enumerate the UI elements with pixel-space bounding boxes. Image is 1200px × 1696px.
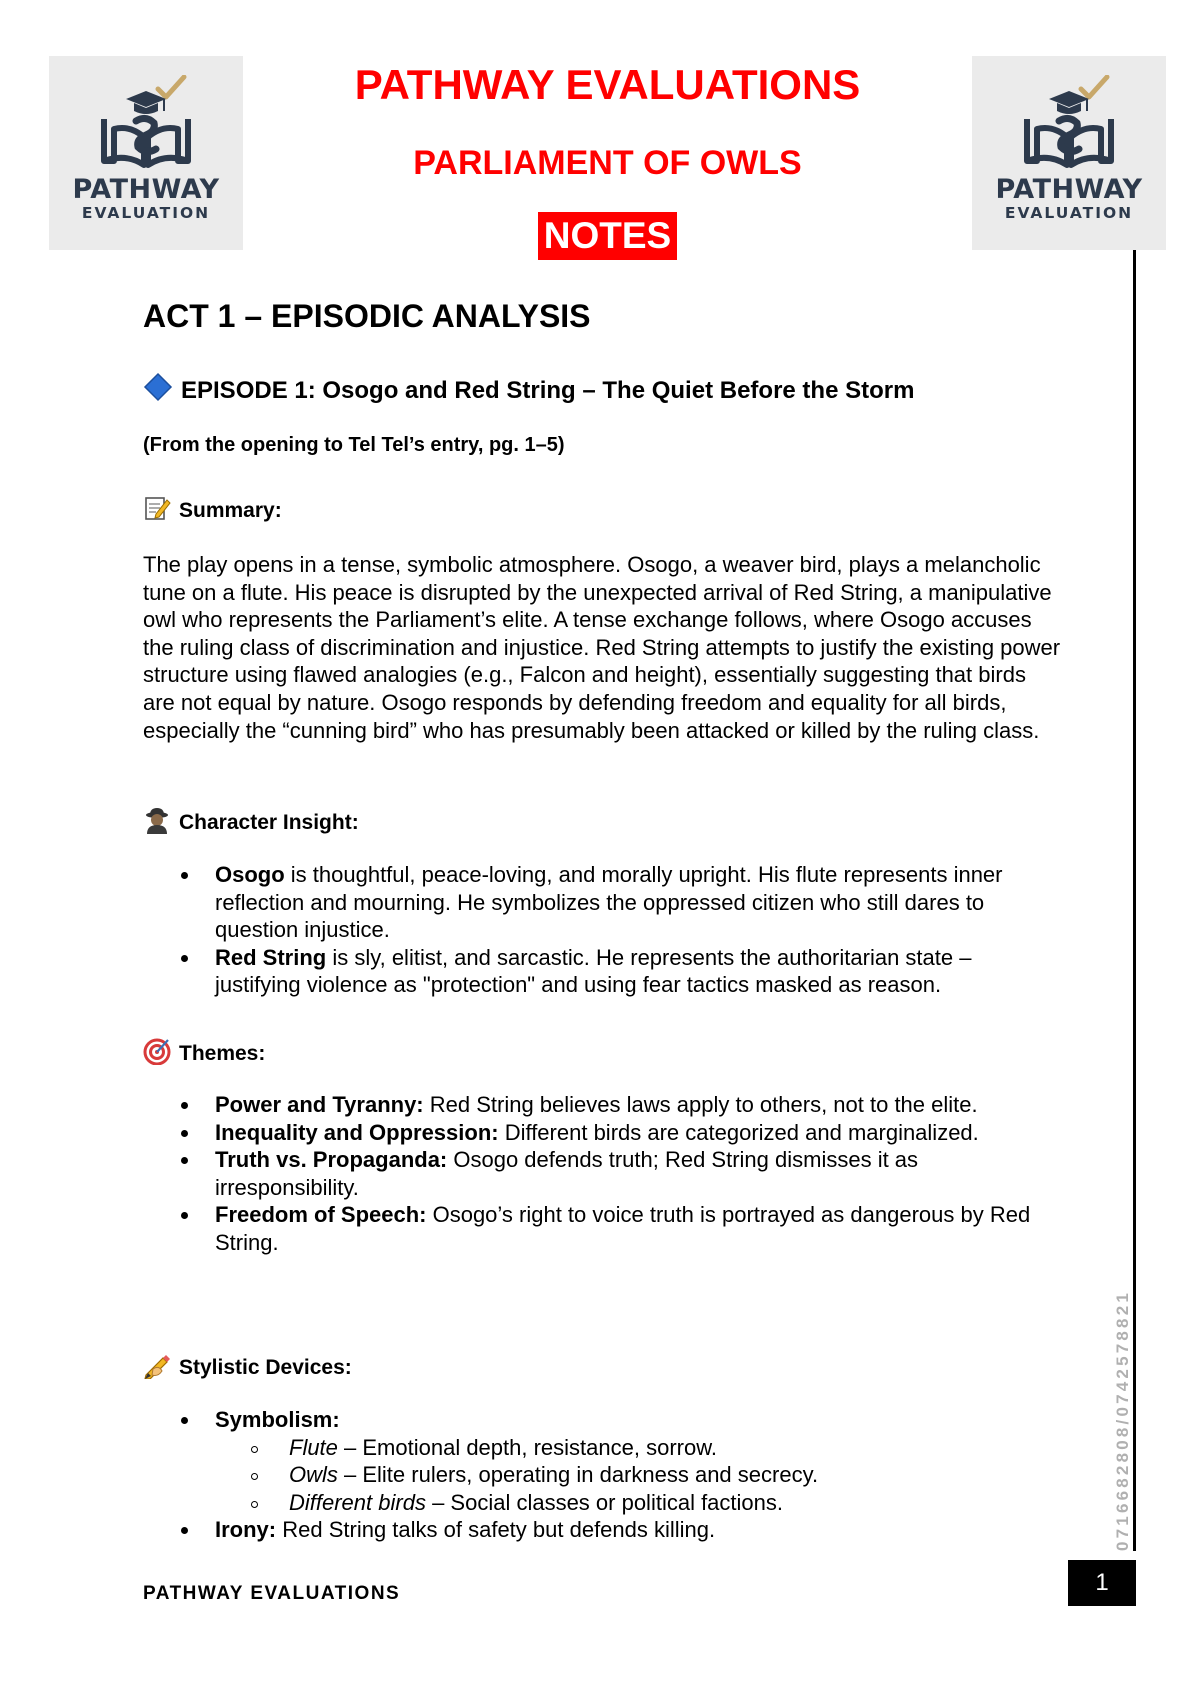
symbol-text: – Emotional depth, resistance, sorrow. (337, 1434, 718, 1460)
page-title: PATHWAY EVALUATIONS (354, 61, 861, 108)
character-name: Red String (215, 944, 327, 970)
symbol-term: Owls (289, 1462, 338, 1488)
blue-diamond-icon (143, 372, 173, 402)
logo-left (49, 56, 243, 250)
summary-paragraph: The play opens in a tense, symbolic atmosphere. Osogo, a weaver bird, plays a melancholic tune on a flute. His peace is disrupted by the unexpected arrival of Red String, a manipulative owl who represents the Parliament’s elite. A tense exchange follows, where Osogo accuses the ruling class of discrimination and injustice. Red String attempts to justify the existing power structure using flawed analogies (e.g., Falcon and height), essentially suggesting that birds are not equal by nature. Osogo responds by defending freedom and equality for all birds, especially the “cunning bird” who has presumably been attacked or killed by the ruling class. (143, 552, 1061, 743)
list-item (143, 1091, 1063, 1119)
sub-list-item (251, 1461, 1063, 1489)
list-item (143, 1516, 1063, 1544)
character-heading-label: Character Insight: (179, 811, 359, 834)
logo-word-pathway: PATHWAY (72, 174, 220, 205)
sub-list-item (251, 1489, 1063, 1517)
theme-name: Freedom of Speech: (215, 1202, 427, 1228)
list-item (143, 1406, 1063, 1516)
themes-heading-label: Themes: (179, 1042, 266, 1065)
devices-heading (143, 1351, 352, 1380)
symbol-text: – Social classes or political factions. (425, 1489, 784, 1515)
symbolism-label: Symbolism: (215, 1407, 340, 1432)
phone-watermark: 0716682808/0742578821 (1113, 1289, 1132, 1551)
list-item (143, 1119, 1063, 1147)
page-border-line (1133, 250, 1136, 1551)
symbol-term: Flute (289, 1434, 338, 1460)
theme-text: Different birds are categorized and marginalized. (498, 1119, 979, 1145)
act-heading: ACT 1 – EPISODIC ANALYSIS (143, 298, 591, 334)
symbols-list (215, 1434, 1063, 1517)
detective-icon (143, 806, 171, 834)
target-icon (143, 1037, 171, 1065)
devices-list (143, 1406, 1063, 1544)
theme-text: Red String believes laws apply to others, not to the elite. (423, 1092, 978, 1117)
symbol-term: Different birds (289, 1489, 426, 1515)
notes-badge: NOTES (538, 212, 677, 260)
episode-heading (143, 372, 914, 405)
theme-name: Inequality and Oppression: (215, 1119, 499, 1145)
themes-list (143, 1091, 1063, 1257)
list-item (143, 1146, 1063, 1201)
logo-word-evaluation: EVALUATION (81, 204, 211, 222)
episode-title: EPISODE 1: Osogo and Red String – The Quiet Before the Storm (181, 377, 915, 404)
character-text: is thoughtful, peace-loving, and morally upright. His flute represents inner reflection and mourning. He symbolizes the oppressed citizen who still dares to question injustice. (215, 862, 1003, 943)
theme-text: Osogo defends truth; Red String dismisses it as irresponsibility. (215, 1147, 919, 1200)
list-item (143, 1201, 1063, 1256)
character-text: is sly, elitist, and sarcastic. He represents the authoritarian state – justifying violence as "protection" and using fear tactics masked as reason. (215, 944, 972, 998)
irony-text: Red String talks of safety but defends killing. (276, 1517, 716, 1543)
summary-heading-label: Summary: (179, 499, 282, 522)
footer-brand: PATHWAY EVALUATIONS (143, 1583, 401, 1604)
theme-text: Osogo’s right to voice truth is portrayed as dangerous by Red String. (215, 1202, 1031, 1255)
summary-heading (143, 494, 282, 523)
graduation-cap-book-check-logo-icon (1019, 75, 1119, 175)
logo-right (972, 56, 1166, 250)
list-item (143, 861, 1063, 944)
devices-heading-label: Stylistic Devices: (179, 1356, 352, 1379)
logo-word-evaluation: EVALUATION (1004, 204, 1134, 222)
graduation-cap-book-check-logo-icon (96, 75, 196, 175)
character-name: Osogo (215, 862, 285, 887)
list-item (143, 944, 1063, 999)
episode-range: (From the opening to Tel Tel’s entry, pg. 1–5) (143, 434, 565, 456)
theme-name: Power and Tyranny: (215, 1092, 424, 1117)
notes-badge-wrap (243, 212, 972, 260)
character-heading (143, 806, 359, 835)
character-list (143, 861, 1063, 999)
symbol-text: – Elite rulers, operating in darkness and secrecy. (337, 1462, 819, 1488)
page-subtitle: PARLIAMENT OF OWLS (413, 144, 802, 182)
logo-word-pathway: PATHWAY (995, 174, 1143, 205)
page-number: 1 (1068, 1560, 1136, 1606)
memo-icon (143, 494, 171, 522)
sub-list-item (251, 1434, 1063, 1462)
irony-label: Irony: (215, 1517, 277, 1543)
theme-name: Truth vs. Propaganda: (215, 1147, 448, 1173)
writing-hand-icon (143, 1351, 171, 1379)
themes-heading (143, 1037, 265, 1066)
